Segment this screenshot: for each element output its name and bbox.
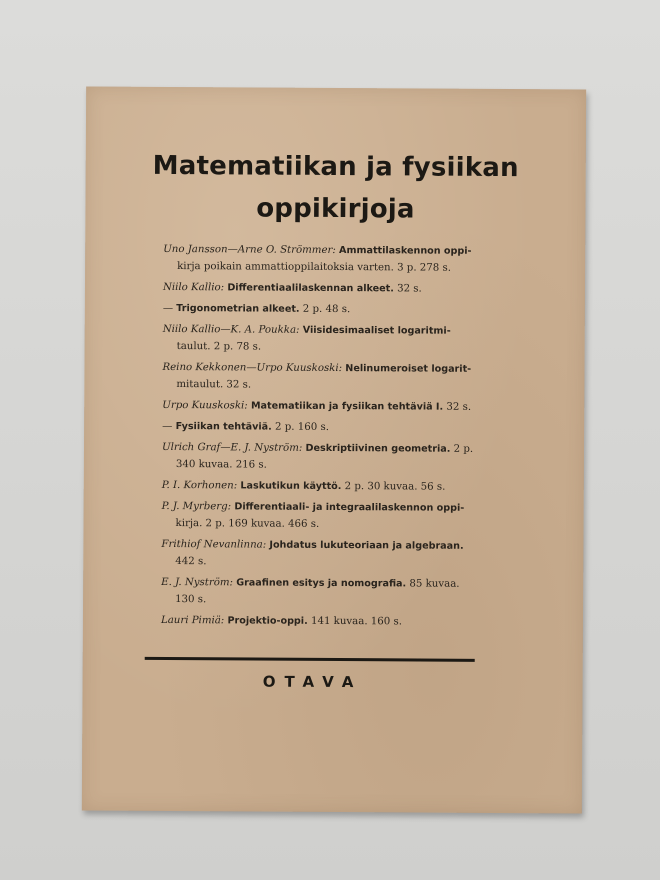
entry-details: 32 s. bbox=[446, 401, 472, 413]
entry-title: Viisidesimaaliset logaritmi- bbox=[302, 324, 451, 337]
entry-author: — bbox=[162, 302, 174, 315]
list-item bbox=[162, 439, 484, 475]
entry-title: Graafinen esitys ja nomografia. bbox=[236, 577, 407, 590]
entry-details: 2 p. 160 s. bbox=[275, 421, 329, 433]
list-item bbox=[163, 300, 485, 319]
list-item bbox=[161, 574, 483, 610]
list-item bbox=[162, 359, 484, 395]
book-list bbox=[161, 241, 485, 635]
entry-details: 85 kuvaa. bbox=[409, 578, 460, 590]
entry-title: Deskriptiivinen geometria. bbox=[305, 442, 451, 455]
entry-details: kirja poikain ammattioppilaitoksia varten. 3 p. 278 s. bbox=[177, 261, 452, 274]
entry-title: Laskutikun käyttö. bbox=[240, 480, 342, 493]
list-item bbox=[161, 498, 483, 534]
list-item bbox=[163, 279, 485, 298]
entry-details: 442 s. bbox=[175, 556, 207, 568]
entry-title: Matematiikan ja fysiikan tehtäviä I. bbox=[250, 400, 444, 413]
entry-details: 141 kuvaa. 160 s. bbox=[310, 615, 403, 628]
entry-author: Urpo Kuuskoski: bbox=[162, 399, 248, 412]
entry-author: Uno Jansson—Arne O. Strömmer: bbox=[163, 243, 336, 257]
entry-details: kirja. 2 p. 169 kuvaa. 466 s. bbox=[175, 518, 320, 530]
entry-title: Trigonometrian alkeet. bbox=[176, 303, 300, 315]
entry-details: mitaulut. 32 s. bbox=[176, 379, 252, 391]
entry-title: Projektio-oppi. bbox=[227, 615, 308, 627]
entry-title: Johdatus lukuteoriaan ja algebraan. bbox=[269, 539, 464, 552]
entry-details: 32 s. bbox=[397, 283, 422, 295]
entry-author: E. J. Nyström: bbox=[161, 576, 234, 589]
book-back-cover bbox=[82, 86, 586, 813]
list-item bbox=[161, 536, 483, 572]
entry-details: taulut. 2 p. 78 s. bbox=[176, 341, 262, 353]
list-item bbox=[162, 477, 484, 496]
entry-author: Frithiof Nevanlinna: bbox=[161, 538, 267, 551]
entry-details-cont: 340 kuvaa. 216 s. bbox=[175, 459, 267, 471]
entry-details: 2 p. 30 kuvaa. 56 s. bbox=[344, 481, 446, 493]
publisher-name: OTAVA bbox=[262, 672, 363, 692]
entry-author: Niilo Kallio: bbox=[162, 281, 225, 294]
entry-author: Reino Kekkonen—Urpo Kuuskoski: bbox=[162, 361, 343, 375]
list-item bbox=[162, 418, 484, 437]
cover-title: Matematiikan ja fysiikan bbox=[152, 150, 519, 184]
list-item bbox=[163, 321, 485, 357]
entry-author: Ulrich Graf—E. J. Nyström: bbox=[161, 441, 303, 454]
list-item bbox=[162, 397, 484, 416]
entry-title: Ammattilaskennon oppi- bbox=[339, 245, 472, 257]
entry-author: Niilo Kallio—K. A. Poukka: bbox=[162, 323, 300, 336]
entry-details-cont: 130 s. bbox=[175, 594, 207, 606]
entry-author: P. I. Korhonen: bbox=[161, 479, 238, 492]
entry-title: Fysiikan tehtäviä. bbox=[175, 421, 272, 433]
entry-title: Differentiaali- ja integraalilaskennon oppi- bbox=[234, 501, 465, 514]
cover-title-line2: oppikirjoja bbox=[256, 193, 415, 225]
list-item bbox=[163, 241, 485, 277]
entry-title: Differentiaalilaskennan alkeet. bbox=[227, 282, 394, 295]
divider-rule bbox=[145, 657, 475, 662]
entry-details: 2 p. bbox=[453, 443, 474, 455]
entry-author: — bbox=[162, 420, 173, 433]
entry-details: 2 p. 48 s. bbox=[302, 303, 351, 316]
list-item bbox=[161, 612, 483, 631]
entry-title: Nelinumeroiset logarit- bbox=[345, 363, 472, 375]
entry-author: P. J. Myrberg: bbox=[161, 500, 232, 513]
entry-author: Lauri Pimiä: bbox=[160, 614, 225, 627]
